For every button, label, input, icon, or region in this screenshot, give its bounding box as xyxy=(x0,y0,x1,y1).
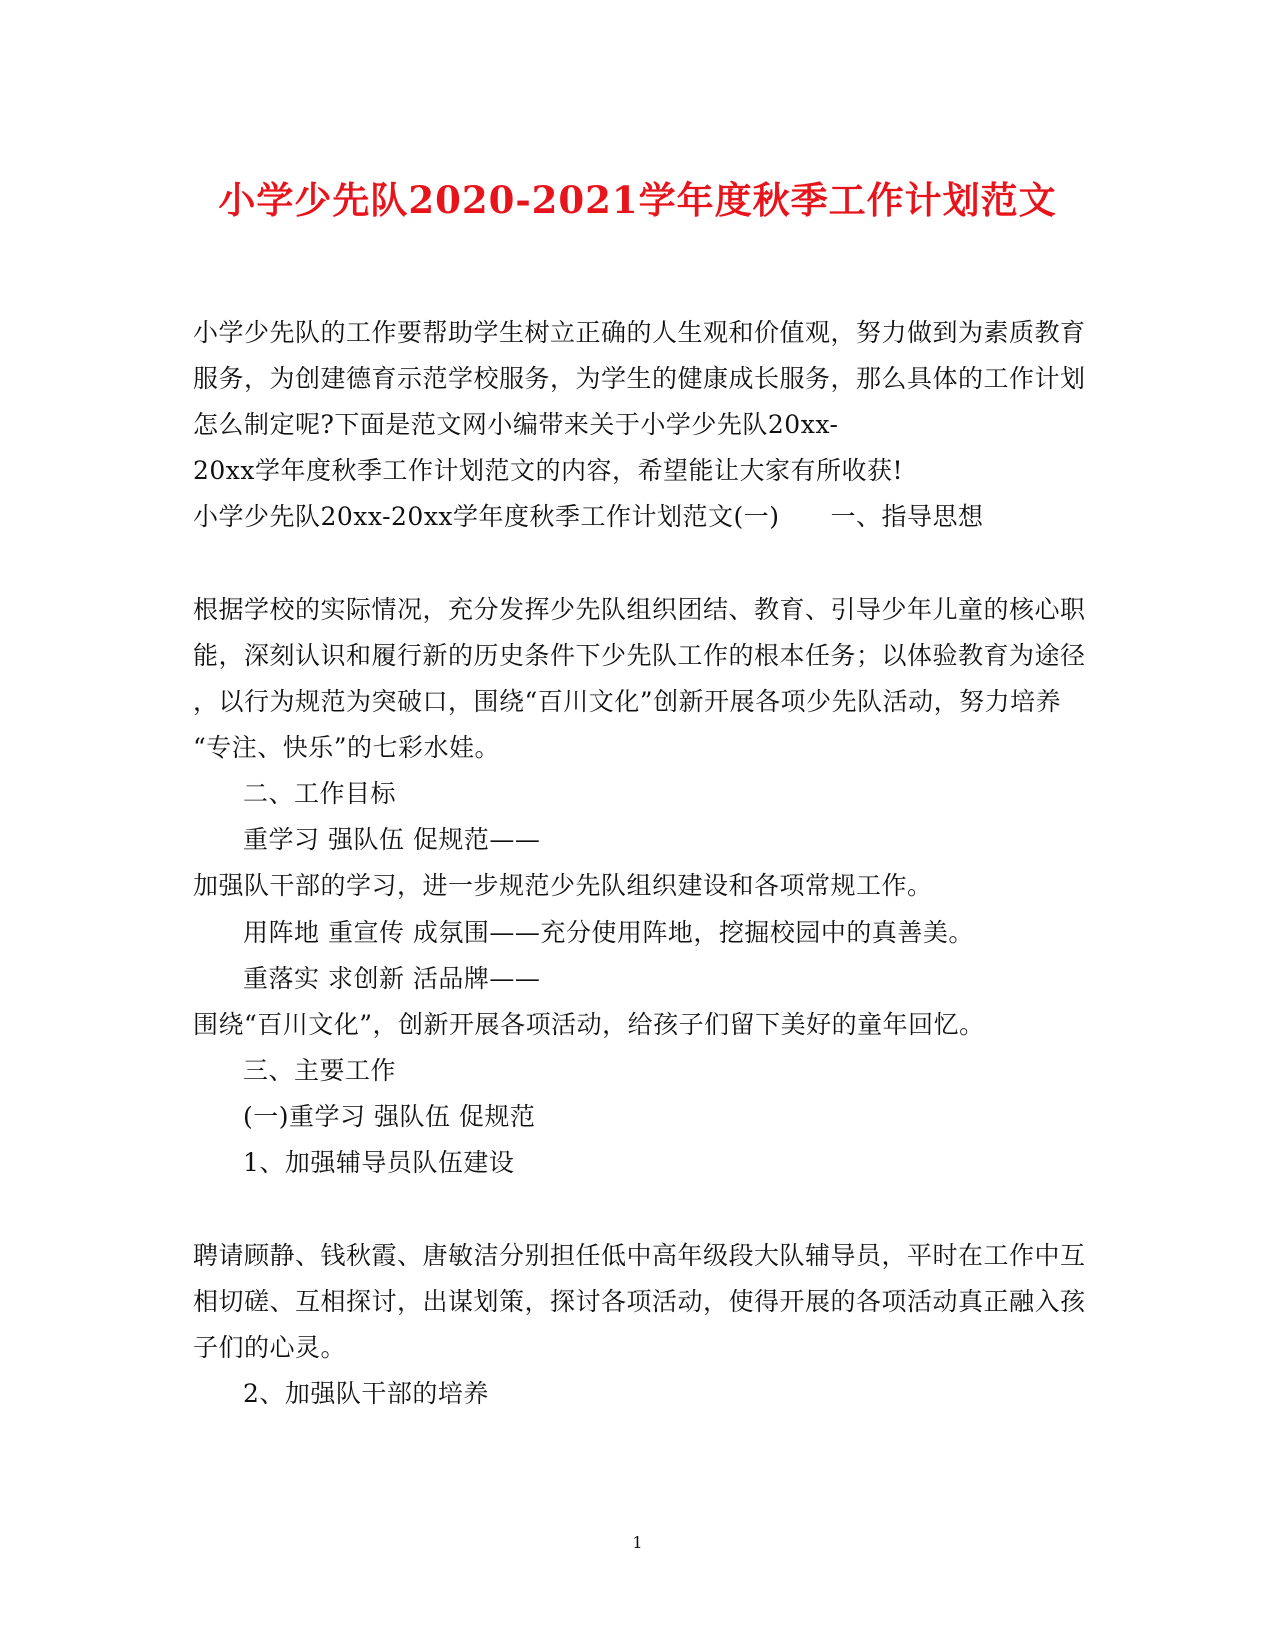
paragraph-line: “专注、快乐”的七彩水娃。 xyxy=(193,733,501,762)
paragraph-line: 怎么制定呢?下面是范文网小编带来关于小学少先队20xx- xyxy=(193,410,839,439)
paragraph-line: 用阵地 重宣传 成氛围——充分使用阵地，挖掘校园中的真善美。 xyxy=(243,918,974,947)
paragraph-line: 重落实 求创新 活品牌—— xyxy=(243,964,541,993)
paragraph-line: 围绕“百川文化”，创新开展各项活动，给孩子们留下美好的童年回忆。 xyxy=(193,1010,985,1039)
subsection-heading: (一)重学习 强队伍 促规范 xyxy=(243,1102,536,1131)
document-title: 小学少先队2020-2021学年度秋季工作计划范文 xyxy=(218,178,1057,222)
page-number: 1 xyxy=(632,1533,643,1552)
subsection-heading: 2、加强队干部的培养 xyxy=(243,1379,489,1408)
paragraph-line: 相切磋、互相探讨，出谋划策，探讨各项活动，使得开展的各项活动真正融入孩 xyxy=(193,1287,1086,1316)
paragraph-line: 聘请顾静、钱秋霞、唐敏洁分别担任低中高年级段大队辅导员，平时在工作中互 xyxy=(193,1241,1086,1270)
paragraph-line: ，以行为规范为突破口，围绕“百川文化”创新开展各项少先队活动，努力培养 xyxy=(193,687,1062,716)
paragraph-line: 服务，为创建德育示范学校服务，为学生的健康成长服务，那么具体的工作计划 xyxy=(193,364,1086,393)
paragraph-line: 加强队干部的学习，进一步规范少先队组织建设和各项常规工作。 xyxy=(193,871,933,900)
section-heading: 二、工作目标 xyxy=(243,779,397,808)
paragraph-line: 能，深刻认识和履行新的历史条件下少先队工作的根本任务；以体验教育为途径 xyxy=(193,641,1086,670)
paragraph-line: 小学少先队的工作要帮助学生树立正确的人生观和价值观，努力做到为素质教育 xyxy=(193,318,1086,347)
paragraph-line: 小学少先队20xx-20xx学年度秋季工作计划范文(一) 一、指导思想 xyxy=(193,502,984,531)
paragraph-line: 20xx学年度秋季工作计划范文的内容，希望能让大家有所收获! xyxy=(193,456,904,485)
paragraph-line: 重学习 强队伍 促规范—— xyxy=(243,825,541,854)
paragraph-line: 根据学校的实际情况，充分发挥少先队组织团结、教育、引导少年儿童的核心职 xyxy=(193,595,1086,624)
subsection-heading: 1、加强辅导员队伍建设 xyxy=(243,1148,515,1177)
section-heading: 三、主要工作 xyxy=(243,1056,397,1085)
paragraph-line: 子们的心灵。 xyxy=(193,1333,347,1362)
